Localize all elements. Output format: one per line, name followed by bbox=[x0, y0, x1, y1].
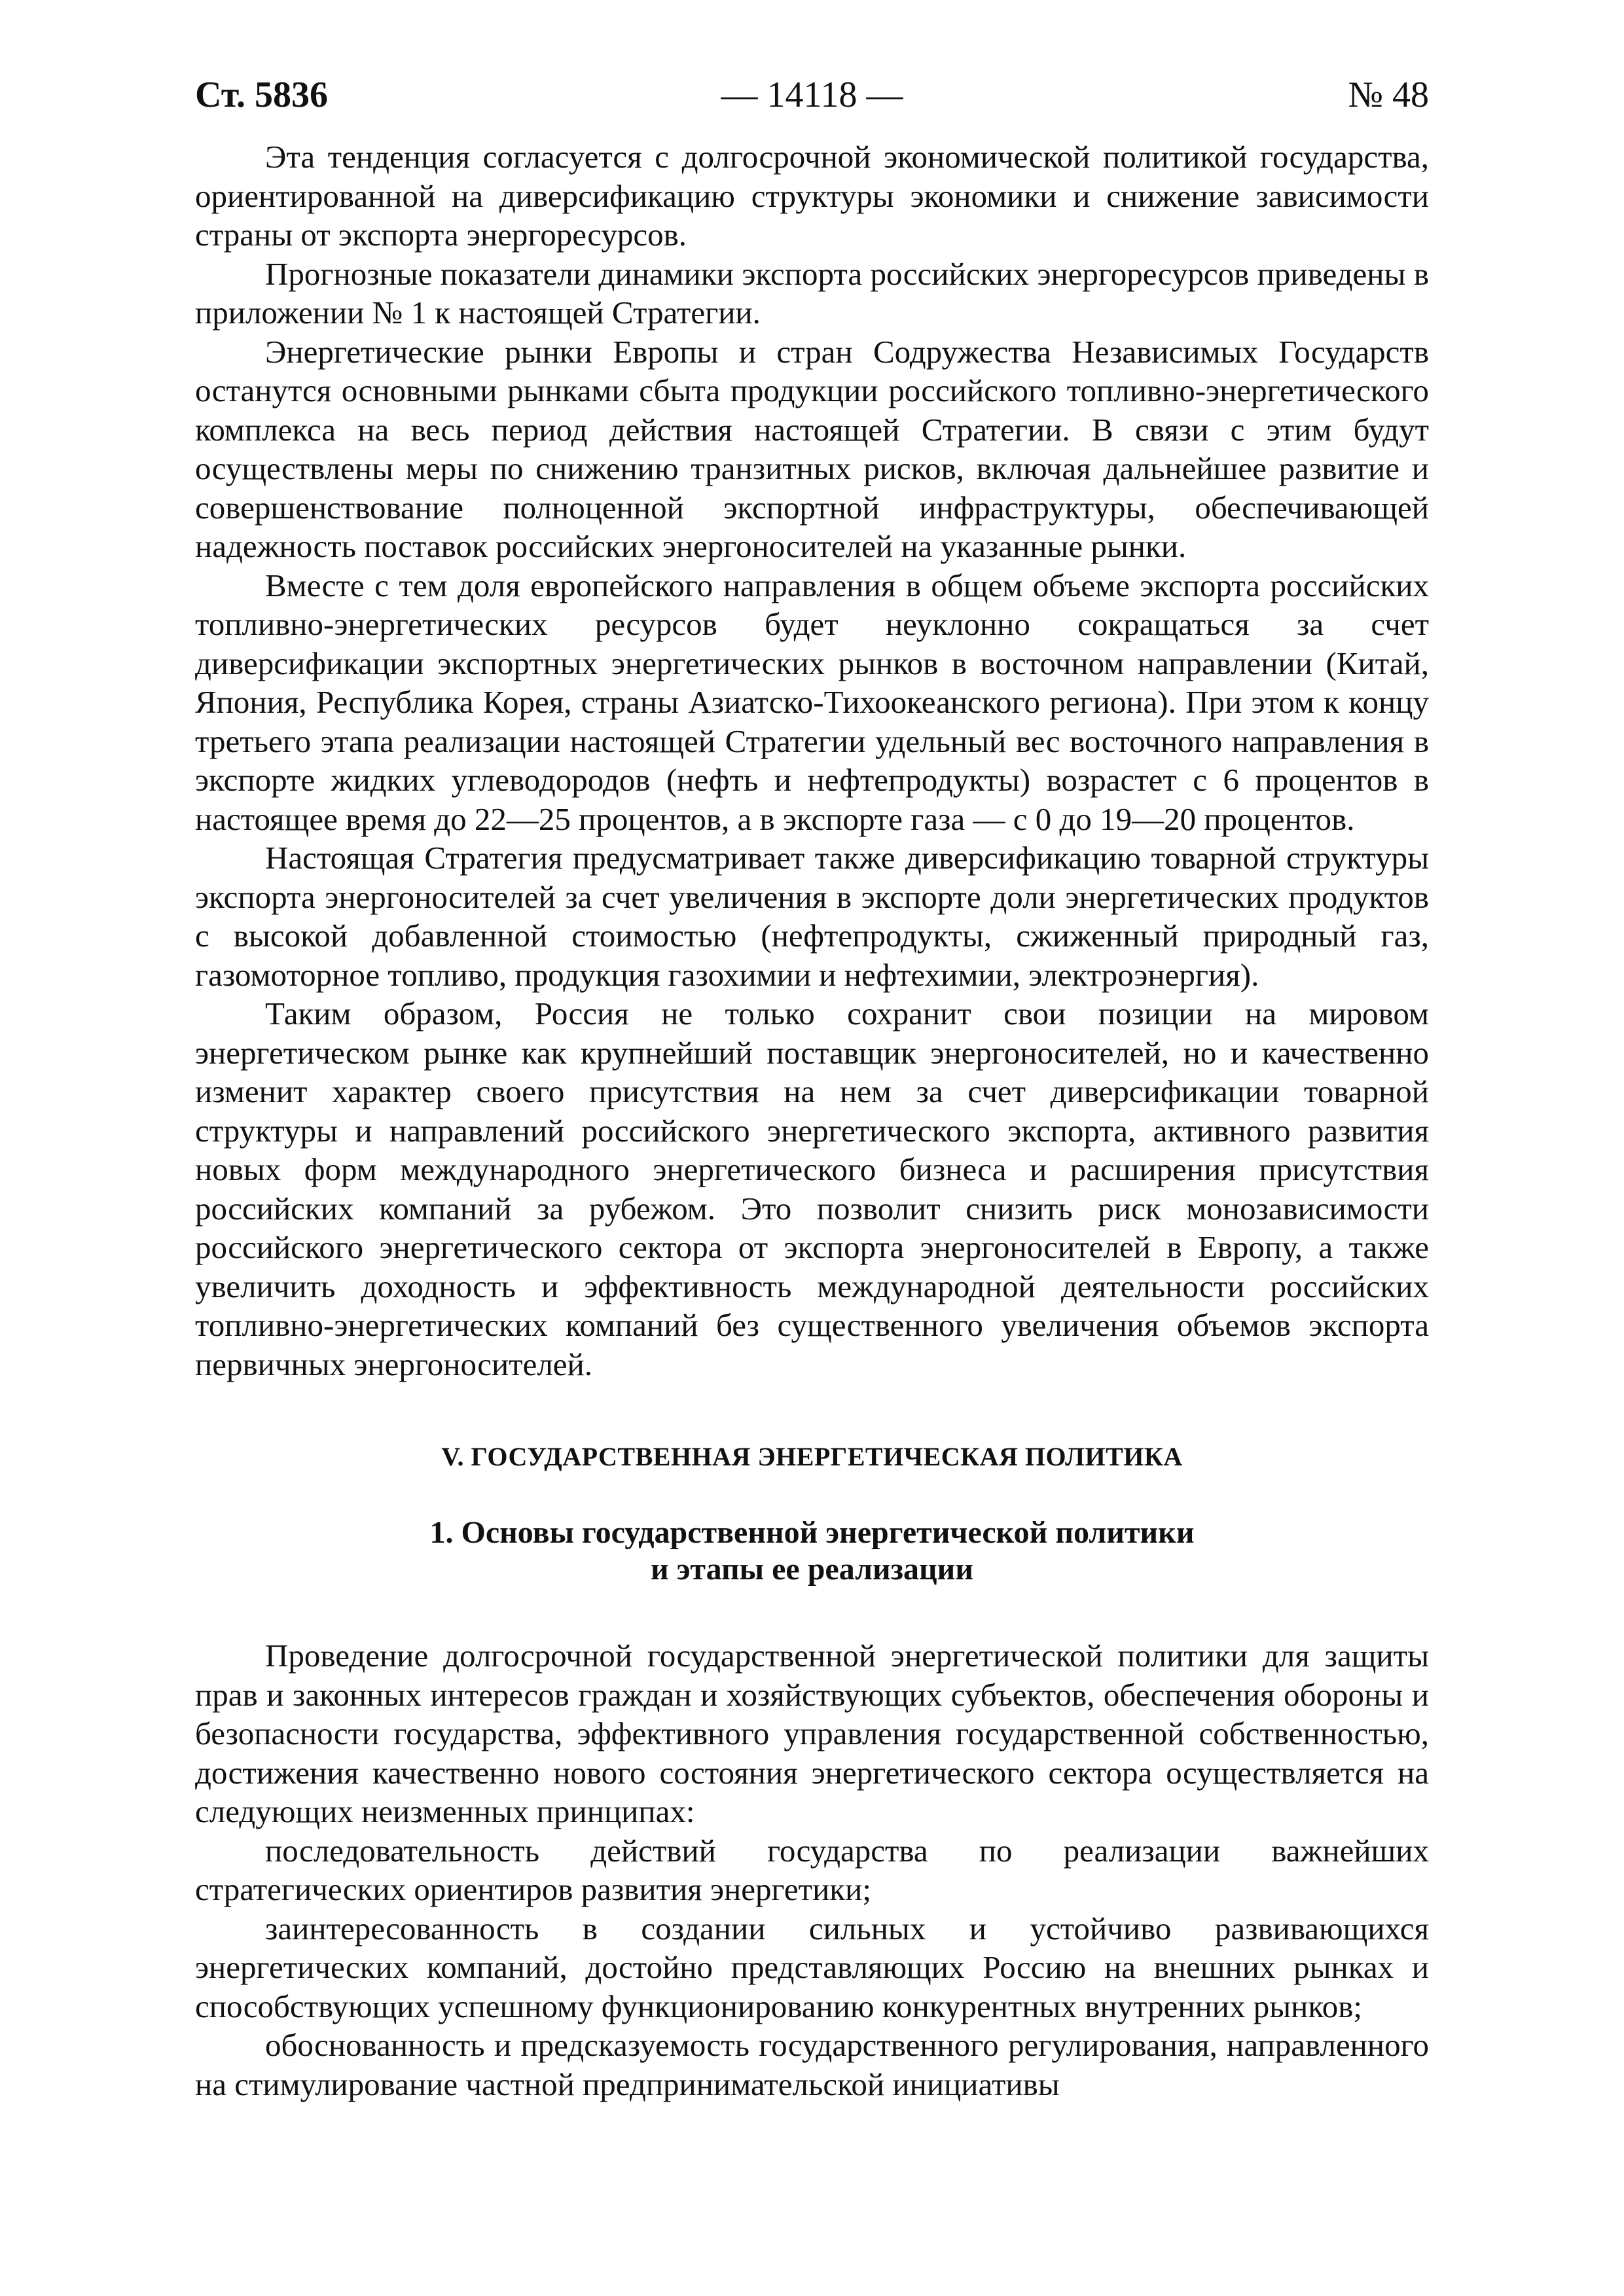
subsection-title-line-1: 1. Основы государственной энергетической политики bbox=[429, 1515, 1195, 1550]
subsection-title-line-2: и этапы ее реализации bbox=[651, 1552, 973, 1587]
page-header bbox=[195, 65, 1429, 124]
document-body bbox=[195, 137, 1429, 2104]
article-number: Ст. 5836 bbox=[195, 75, 328, 115]
issue-number: № 48 bbox=[1348, 75, 1429, 115]
paragraph: заинтересованность в создании сильных и устойчиво развивающихся энергетических компаний, достойно представляющих Россию на внешних рынках и способствующих успешному функционированию конкурентных внутренних рынков; bbox=[195, 1910, 1429, 2024]
paragraph: Вместе с тем доля европейского направления в общем объеме экспорта российских топливно-энергетических ресурсов будет неуклонно сокращаться за счет диверсификации экспортных энергетических рынков в восточном направлении (Китай, Япония, Республика Корея, страны Азиатско-Тихоокеанского региона). При этом к концу третьего этапа реализации настоящей Стратегии удельный вес восточного направления в экспорте жидких углеводородов (нефть и нефтепродукты) возрастет с 6 процентов в настоящее время до 22—25 процентов, а в экспорте газа — с 0 до 19—20 процентов. bbox=[195, 567, 1429, 837]
paragraph: Проведение долгосрочной государственной энергетической политики для защиты прав и законных интересов граждан и хозяйствующих субъектов, обеспечения обороны и безопасности государства, эффективного управления государственной собственностью, достижения качественно нового состояния энергетического сектора осуществляется на следующих неизменных принципах: bbox=[195, 1638, 1429, 1829]
page-number: — 14118 — bbox=[721, 75, 903, 115]
paragraph: Таким образом, Россия не только сохранит свои позиции на мировом энергетическом рынке как крупнейший поставщик энергоносителей, но и качественно изменит характер своего присутствия на нем за счет диверсификации товарной структуры и направлений российского энергетического экспорта, активного развития новых форм международного энергетического бизнеса и расширения присутствия российских компаний за рубежом. Это позволит снизить риск монозависимости российского энергетического сектора от экспорта энергоносителей в Европу, а также увеличить доходность и эффективность международной деятельности российских топливно-энергетических компаний без существенного увеличения объемов экспорта первичных энергоносителей. bbox=[195, 996, 1429, 1382]
section-title: V. ГОСУДАРСТВЕННАЯ ЭНЕРГЕТИЧЕСКАЯ ПОЛИТИКА bbox=[441, 1442, 1183, 1471]
paragraph: Прогнозные показатели динамики экспорта российских энергоресурсов приведены в приложении № 1 к настоящей Стратегии. bbox=[195, 255, 1429, 331]
paragraph: обоснованность и предсказуемость государственного регулирования, направленного на стимулирование частной предпринимательской инициативы bbox=[195, 2027, 1429, 2102]
subsection-title bbox=[195, 1515, 1429, 1588]
paragraph: последовательность действий государства по реализации важнейших стратегических ориентиров развития энергетики; bbox=[195, 1832, 1429, 1907]
paragraph: Эта тенденция согласуется с долгосрочной экономической политикой государства, ориентированной на диверсификацию структуры экономики и снижение зависимости страны от экспорта энергоресурсов. bbox=[195, 139, 1429, 253]
paragraph: Энергетические рынки Европы и стран Содружества Независимых Государств останутся основными рынками сбыта продукции российского топливно-энергетического комплекса на весь период действия настоящей Стратегии. В связи с этим будут осуществлены меры по снижению транзитных рисков, включая дальнейшее развитие и совершенствование полноценной экспортной инфраструктуры, обеспечивающей надежность поставок российских энергоносителей на указанные рынки. bbox=[195, 333, 1429, 564]
paragraph: Настоящая Стратегия предусматривает также диверсификацию товарной структуры экспорта энергоносителей за счет увеличения в экспорте доли энергетических продуктов с высокой добавленной стоимостью (нефтепродукты, сжиженный природный газ, газомоторное топливо, продукция газохимии и нефтехимии, электроэнергия). bbox=[195, 840, 1429, 993]
